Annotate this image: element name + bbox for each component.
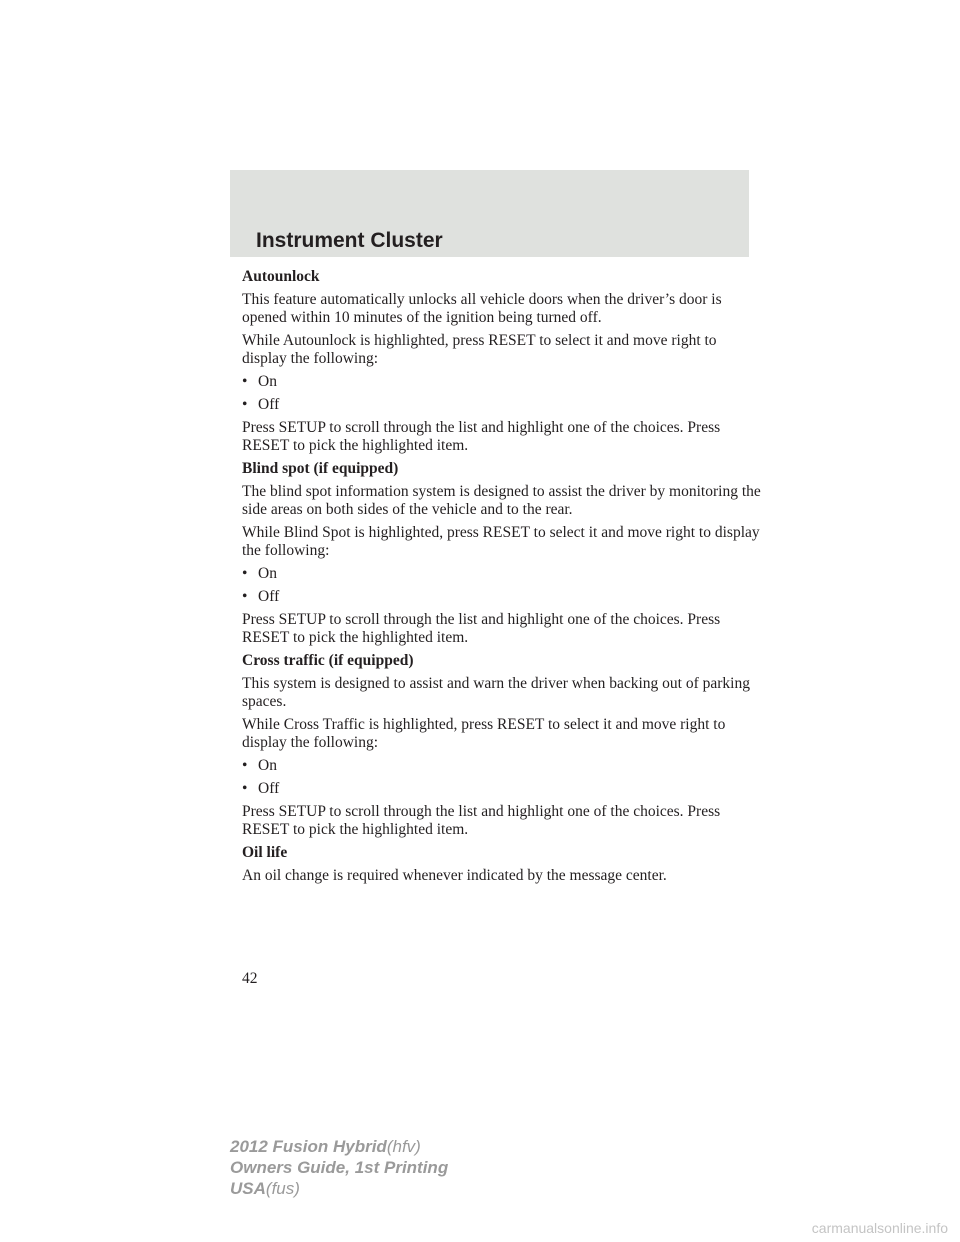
bullet-icon: • [242, 373, 248, 390]
list-item [242, 780, 762, 798]
footer-line-1 [230, 1136, 448, 1157]
section-title: Instrument Cluster [256, 229, 443, 252]
list-item [242, 565, 762, 583]
bullet-icon: • [242, 588, 248, 605]
blind-spot-heading: Blind spot (if equipped) [242, 460, 399, 477]
list-item [242, 373, 762, 391]
section-header-band [230, 170, 749, 257]
blind-spot-note: Press SETUP to scroll through the list and highlight one of the choices. Press RESET to pick the highlighted item. [242, 611, 721, 646]
bullet-icon: • [242, 396, 248, 413]
bullet-icon: • [242, 780, 248, 797]
page-content [242, 268, 762, 890]
oil-life-intro: An oil change is required whenever indicated by the message center. [242, 867, 667, 884]
blind-spot-instruction: While Blind Spot is highlighted, press RESET to select it and move right to display the following: [242, 524, 760, 559]
bullet-icon: • [242, 757, 248, 774]
footer-model: 2012 Fusion Hybrid [230, 1137, 387, 1156]
option-label: On [258, 373, 277, 390]
footer-line-3 [230, 1178, 448, 1199]
footer-market-code: (fus) [265, 1179, 300, 1198]
option-label: Off [258, 588, 280, 605]
autounlock-heading: Autounlock [242, 268, 320, 285]
option-label: On [258, 565, 277, 582]
oil-life-heading: Oil life [242, 844, 288, 861]
footer-line-2: Owners Guide, 1st Printing [230, 1158, 449, 1177]
cross-traffic-note: Press SETUP to scroll through the list and highlight one of the choices. Press RESET to pick the highlighted item. [242, 803, 721, 838]
blind-spot-intro: The blind spot information system is designed to assist the driver by monitoring the side areas on both sides of the vehicle and to the rear. [242, 483, 761, 518]
autounlock-options [242, 373, 762, 414]
list-item [242, 757, 762, 775]
bullet-icon: • [242, 565, 248, 582]
footer-market: USA [230, 1179, 266, 1198]
print-footer [230, 1136, 448, 1199]
list-item [242, 588, 762, 606]
autounlock-intro: This feature automatically unlocks all vehicle doors when the driver’s door is opened within 10 minutes of the ignition being turned off. [242, 291, 722, 326]
option-label: Off [258, 780, 280, 797]
list-item [242, 396, 762, 414]
site-watermark: carmanualsonline.info [811, 1220, 948, 1236]
autounlock-instruction: While Autounlock is highlighted, press RESET to select it and move right to display the following: [242, 332, 717, 367]
cross-traffic-intro: This system is designed to assist and warn the driver when backing out of parking spaces. [242, 675, 750, 710]
cross-traffic-instruction: While Cross Traffic is highlighted, press RESET to select it and move right to display the following: [242, 716, 726, 751]
autounlock-note: Press SETUP to scroll through the list and highlight one of the choices. Press RESET to pick the highlighted item. [242, 419, 721, 454]
option-label: Off [258, 396, 280, 413]
page-number: 42 [242, 970, 258, 987]
cross-traffic-options [242, 757, 762, 798]
blind-spot-options [242, 565, 762, 606]
option-label: On [258, 757, 277, 774]
cross-traffic-heading: Cross traffic (if equipped) [242, 652, 414, 669]
footer-model-code: (hfv) [386, 1137, 421, 1156]
